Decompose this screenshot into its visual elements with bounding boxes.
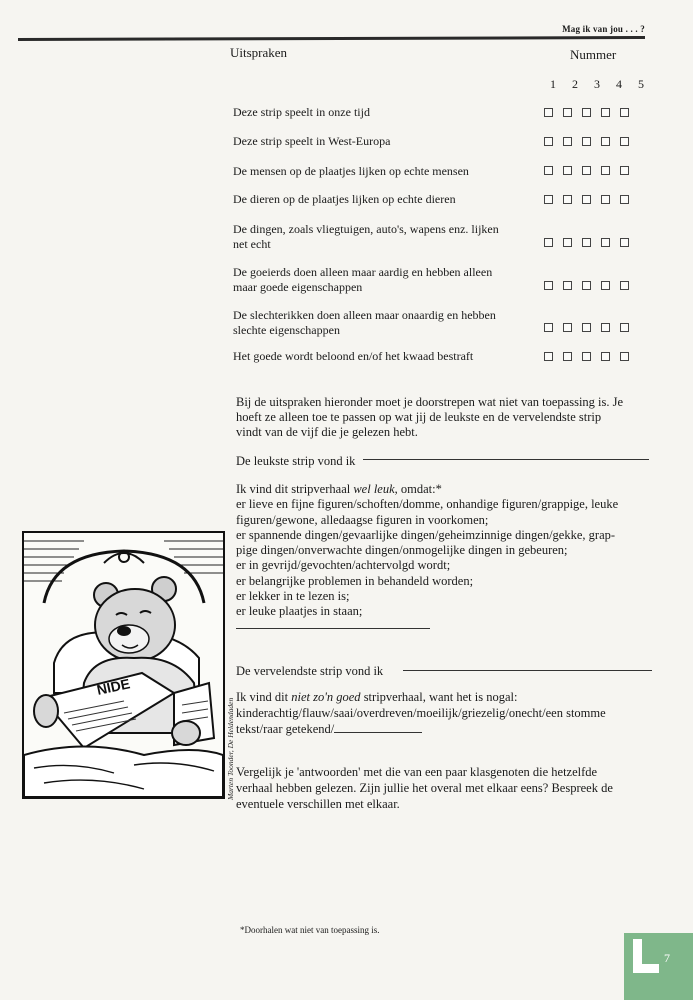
rating-checkbox-1[interactable] [544,323,553,332]
intro-emphasis: wel leuk [353,482,395,496]
column-header-statements: Uitspraken [230,45,288,60]
rating-checkbox-3[interactable] [582,137,591,146]
number-label: 5 [638,77,644,91]
rating-checkbox-4[interactable] [601,166,610,175]
statement-text: slechte eigenschappen [233,323,340,337]
statement-text: De dingen, zoals vliegtuigen, auto's, wapens enz. lijken [233,222,499,236]
compare-paragraph [236,764,613,812]
statement-text: Deze strip speelt in onze tijd [233,105,370,119]
statement-row-6 [233,265,533,295]
statement-text: maar goede eigenschappen [233,280,363,294]
number-label: 4 [616,77,622,91]
best-strip-label: De leukste strip vond ik [236,454,356,468]
number-label: 1 [550,77,556,91]
newspaper-headline: NIDE [95,675,132,698]
text-line: vindt van de vijf die je gelezen hebt. [236,425,418,439]
intro-text: Ik vind dit [236,690,292,704]
worst-extra-reason-line[interactable] [334,722,422,733]
best-reasons-block [236,482,618,620]
credit-title: De Heldendaden [226,697,235,749]
rating-checkbox-5[interactable] [620,352,629,361]
statement-row-1 [233,105,533,120]
rating-checkbox-1[interactable] [544,281,553,290]
reason-line-with-blank [236,721,606,737]
column-header-number: Nummer [570,47,617,62]
rating-checkbox-5[interactable] [620,281,629,290]
rating-boxes-4 [542,195,634,204]
rating-checkbox-4[interactable] [601,137,610,146]
best-extra-reason-line[interactable] [236,628,430,629]
text-line: verhaal hebben gelezen. Zijn jullie het overal met elkaar eens? Bespreek de [236,781,613,795]
reason-line: pige dingen/onverwachte dingen/onmogelijke dingen in gebeuren; [236,543,568,558]
statement-text: Deze strip speelt in West-Europa [233,134,391,148]
intro-text: stripverhaal, want het is nogal: [360,690,518,704]
best-strip-answer-line[interactable] [363,459,649,460]
reason-line: er lekker in te lezen is; [236,589,350,604]
rating-checkbox-2[interactable] [563,166,572,175]
rating-checkbox-4[interactable] [601,238,610,247]
reason-line: er belangrijke problemen in behandeld worden; [236,573,474,588]
intro-text: , omdat:* [394,482,442,496]
rating-checkbox-4[interactable] [601,281,610,290]
worst-strip-label: De vervelendste strip vond ik [236,664,384,678]
statement-text: net echt [233,237,271,251]
statement-row-8 [233,349,533,364]
rating-checkbox-4[interactable] [601,352,610,361]
rating-checkbox-3[interactable] [582,166,591,175]
rating-checkbox-5[interactable] [620,137,629,146]
worst-intro [236,689,606,705]
page-number: 7 [664,951,670,965]
text-line: Bij de uitspraken hieronder moet je doorstrepen wat niet van toepassing is. Je [236,395,624,409]
number-labels [542,77,652,92]
rating-checkbox-4[interactable] [601,323,610,332]
text-line: Vergelijk je 'antwoorden' met die van een paar klasgenoten die hetzelfde [236,765,598,779]
rating-checkbox-2[interactable] [563,323,572,332]
statement-row-2 [233,134,533,149]
rating-checkbox-4[interactable] [601,195,610,204]
rating-checkbox-2[interactable] [563,137,572,146]
rating-checkbox-3[interactable] [582,238,591,247]
credit-name: Marten Toonder, [226,748,235,800]
rating-checkbox-1[interactable] [544,137,553,146]
bear-reading-newspaper-image [24,533,223,797]
statement-text: De goeierds doen alleen maar aardig en hebben alleen [233,265,493,279]
header-rule [18,36,645,41]
reason-line: er leuke plaatjes in staan; [236,604,363,619]
rating-checkbox-2[interactable] [563,352,572,361]
statement-row-3 [233,164,533,179]
rating-checkbox-5[interactable] [620,238,629,247]
rating-boxes-8 [542,352,634,361]
statement-text: De slechterikken doen alleen maar onaardig en hebben [233,308,496,322]
rating-boxes-6 [542,281,634,290]
rating-checkbox-3[interactable] [582,108,591,117]
rating-checkbox-3[interactable] [582,281,591,290]
rating-boxes-2 [542,137,634,146]
worst-strip-answer-line[interactable] [403,670,652,671]
rating-checkbox-2[interactable] [563,238,572,247]
rating-checkbox-3[interactable] [582,323,591,332]
reason-line: er lieve en fijne figuren/schoften/domme, onhandige figuren/grappige, leuke [236,497,619,512]
rating-boxes-1 [542,108,634,117]
instructions-paragraph [236,395,623,440]
number-label: 3 [594,77,600,91]
rating-checkbox-3[interactable] [582,352,591,361]
statement-row-5 [233,222,533,252]
best-intro [236,482,618,497]
reason-line: er spannende dingen/gevaarlijke dingen/geheimzinnige dingen/gekke, grap- [236,527,616,542]
rating-checkbox-1[interactable] [544,238,553,247]
footnote: *Doorhalen wat niet van toepassing is. [240,925,380,935]
rating-checkbox-1[interactable] [544,108,553,117]
page-corner-badge [624,933,693,1000]
intro-text: Ik vind dit stripverhaal [236,482,354,496]
rating-checkbox-1[interactable] [544,166,553,175]
rating-checkbox-5[interactable] [620,195,629,204]
running-head: Mag ik van jou . . . ? [562,24,645,34]
rating-boxes-5 [542,238,634,247]
comic-illustration [22,531,225,799]
l-logo-icon [629,937,663,975]
text-line: hoeft ze alleen toe te passen op wat jij de leukste en de vervelendste strip [236,410,602,424]
statement-text: De mensen op de plaatjes lijken op echte mensen [233,164,469,178]
statement-row-4 [233,192,533,207]
number-label: 2 [572,77,578,91]
rating-checkbox-3[interactable] [582,195,591,204]
statement-row-7 [233,308,533,338]
rating-checkbox-2[interactable] [563,108,572,117]
rating-boxes-3 [542,166,634,175]
reason-text: tekst/raar getekend/ [236,722,335,736]
rating-checkbox-2[interactable] [563,195,572,204]
rating-checkbox-5[interactable] [620,166,629,175]
reason-line: figuren/gewone, alledaagse figuren in voorkomen; [236,512,489,527]
rating-checkbox-4[interactable] [601,108,610,117]
reason-line: er in gevrijd/gevochten/achtervolgd wordt; [236,558,451,573]
worst-reasons-block [236,689,606,737]
reason-line: kinderachtig/flauw/saai/overdreven/moeilijk/griezelig/onecht/een stomme [236,706,606,720]
rating-checkbox-2[interactable] [563,281,572,290]
rating-checkbox-5[interactable] [620,323,629,332]
statement-text: De dieren op de plaatjes lijken op echte dieren [233,192,456,206]
rating-boxes-7 [542,323,634,332]
illustration-credit [226,697,235,800]
text-line: eventuele verschillen met elkaar. [236,797,400,811]
intro-emphasis: niet zo'n goed [291,690,361,704]
rating-checkbox-1[interactable] [544,195,553,204]
rating-checkbox-1[interactable] [544,352,553,361]
statement-text: Het goede wordt beloond en/of het kwaad bestraft [233,349,474,363]
rating-checkbox-5[interactable] [620,108,629,117]
